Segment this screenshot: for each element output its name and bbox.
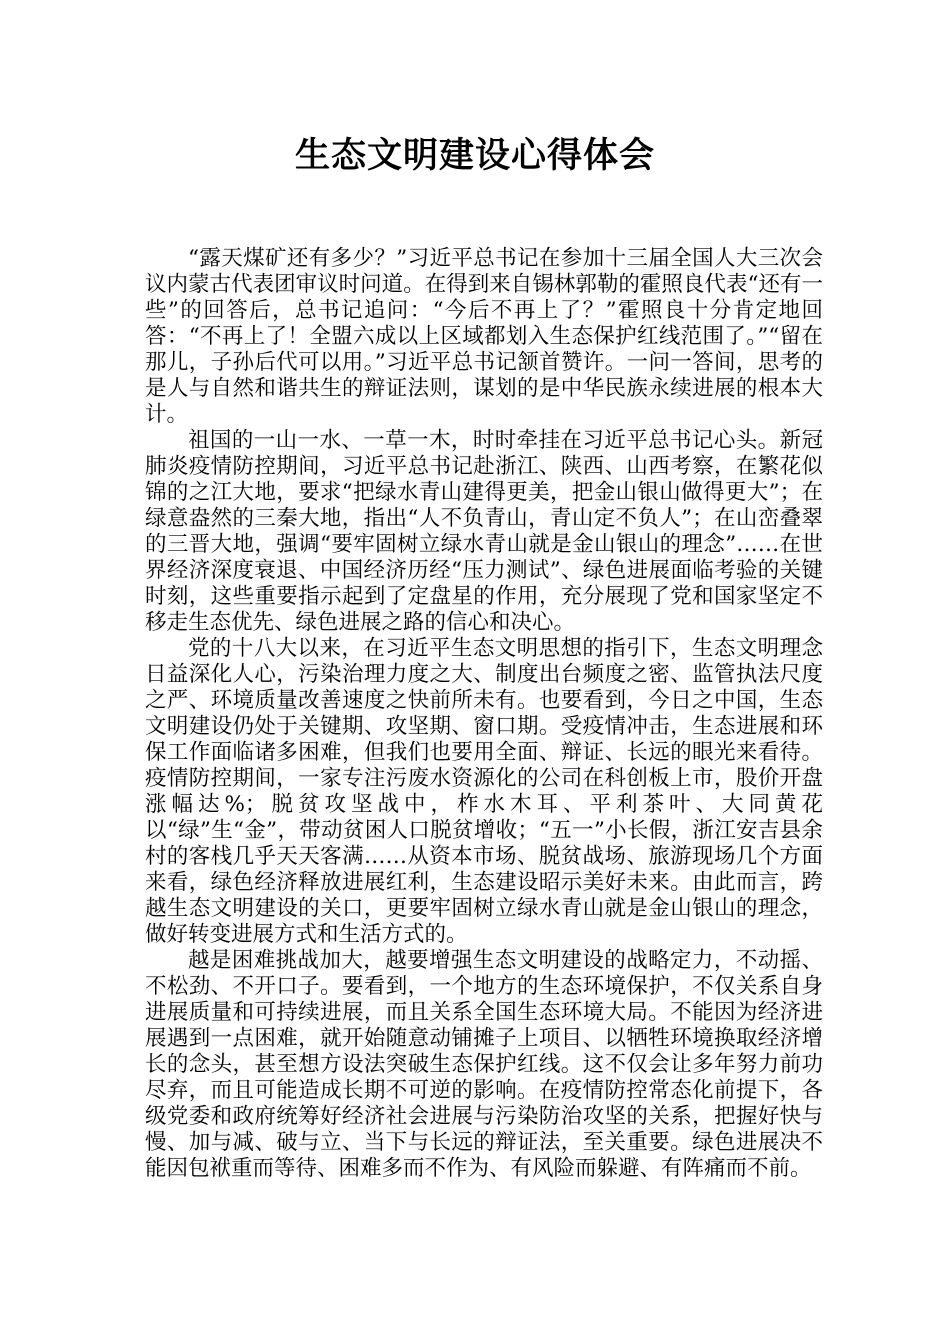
document-title: 生态文明建设心得体会 bbox=[294, 136, 655, 176]
paragraph: 党的十八大以来，在习近平生态文明思想的指引下，生态文明理念日益深化人心，污染治理力度之大、制度出台频度之密、监管执法尺度之严、环境质量改善速度之快前所未有。也要看到，今日之中国，生态文明建设仍处于关键期、攻坚期、窗口期。受疫情冲击，生态进展和环保工作面临诸多困难，但我们也要用全面、辩证、长远的眼光来看待。疫情防控期间，一家专注污废水资源化的公司在科创板上市，股价开盘涨幅达%；脱贫攻坚战中，柞水木耳、平利茶叶、大同黄花以“绿”生“金”，带动贫困人口脱贫增收；“五一”小长假，浙江安吉县余村的客栈几乎天天客满……从资本市场、脱贫战场、旅游现场几个方面来看，绿色经济释放进展红利，生态建设昭示美好未来。由此而言，跨越生态文明建设的关口，更要牢固树立绿水青山就是金山银山的理念，做好转变进展方式和生活方式的。 bbox=[145, 636, 823, 947]
paragraph: “露天煤矿还有多少？”习近平总书记在参加十三届全国人大三次会议内蒙古代表团审议时问道。在得到来自锡林郭勒的霍照良代表“还有一些”的回答后，总书记追问：“今后不再上了？”霍照良十分肯定地回答：“不再上了！全盟六成以上区域都划入生态保护红线范围了。”“留在那儿，子孙后代可以用。”习近平总书记颔首赞许。一问一答间，思考的是人与自然和谐共生的辩证法则，谋划的是中华民族永续进展的根本大计。 bbox=[145, 246, 823, 427]
document-body bbox=[145, 246, 823, 1182]
paragraph: 祖国的一山一水、一草一木，时时牵挂在习近平总书记心头。新冠肺炎疫情防控期间，习近平总书记赴浙江、陕西、山西考察，在繁花似锦的之江大地，要求“把绿水青山建得更美，把金山银山做得更大”；在绿意盎然的三秦大地，指出“人不负青山，青山定不负人”；在山峦叠翠的三晋大地，强调“要牢固树立绿水青山就是金山银山的理念”……在世界经济深度衰退、中国经济历经“压力测试”、绿色进展面临考验的关键时刻，这些重要指示起到了定盘星的作用，充分展现了党和国家坚定不移走生态优先、绿色进展之路的信心和决心。 bbox=[145, 428, 823, 635]
paragraph: 越是困难挑战加大，越要增强生态文明建设的战略定力，不动摇、不松劲、不开口子。要看到，一个地方的生态环境保护，不仅关系自身进展质量和可持续进展，而且关系全国生态环境大局。不能因为经济进展遇到一点困难，就开始随意动铺摊子上项目、以牺牲环境换取经济增长的念头，甚至想方设法突破生态保护红线。这不仅会让多年努力前功尽弃，而且可能造成长期不可逆的影响。在疫情防控常态化前提下，各级党委和政府统筹好经济社会进展与污染防治攻坚的关系，把握好快与慢、加与减、破与立、当下与长远的辩证法，至关重要。绿色进展决不能因包袱重而等待、困难多而不作为、有风险而躲避、有阵痛而不前。 bbox=[145, 948, 823, 1181]
